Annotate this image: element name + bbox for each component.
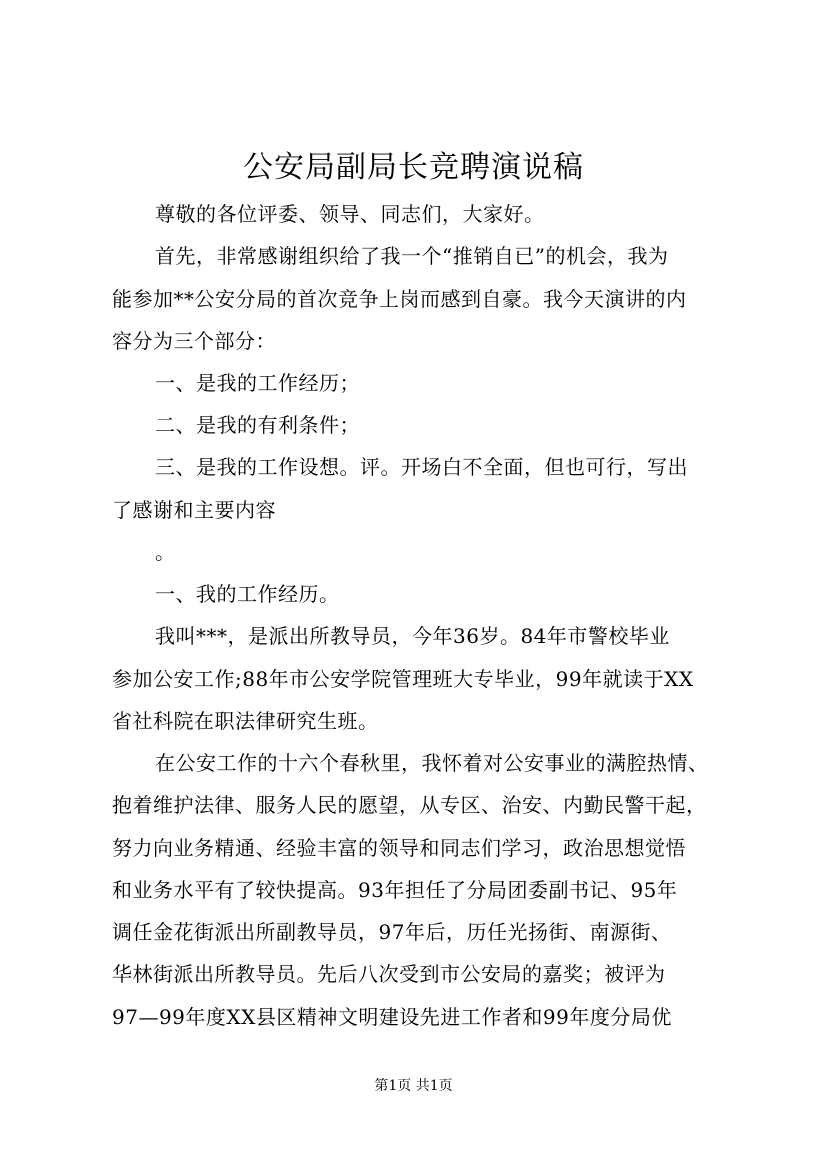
text-line: 参加公安工作;88年市公安学院管理班大专毕业，99年就读于XX: [112, 667, 694, 691]
list-item: 三、是我的工作设想。评。开场白不全面，但也可行，写出: [155, 455, 688, 479]
list-item: 一、是我的工作经历；: [155, 371, 360, 395]
text-line: 努力向业务精通、经验丰富的领导和同志们学习，政治思想觉悟: [112, 836, 686, 860]
text-line: 能参加**公安分局的首次竞争上岗而感到自豪。我今天演讲的内: [112, 287, 687, 311]
text-line: 我叫***，是派出所教导员，今年36岁。84年市警校毕业: [155, 624, 670, 648]
text-line: 在公安工作的十六个春秋里，我怀着对公安事业的满腔热情、: [155, 751, 709, 775]
text-line: 了感谢和主要内容: [112, 498, 276, 522]
list-item: 二、是我的有利条件；: [155, 413, 360, 437]
text-line: 和业务水平有了较快提高。93年担任了分局团委副书记、95年: [112, 878, 678, 902]
text-line: 容分为三个部分：: [112, 329, 276, 353]
text-line: 首先，非常感谢组织给了我一个“推销自已”的机会，我为: [155, 244, 669, 268]
text-line: 抱着维护法律、服务人民的愿望，从专区、治安、内勤民警干起，: [112, 793, 707, 817]
text-line: 调任金花街派出所副教导员，97年后，历任光扬街、南源街、: [112, 920, 672, 944]
text-line: 97—99年度XX县区精神文明建设先进工作者和99年度分局优: [112, 1005, 672, 1029]
greeting-line: 尊敬的各位评委、领导、同志们，大家好。: [155, 202, 545, 226]
text-line: 省社科院在职法律研究生班。: [112, 709, 379, 733]
document-title: 公安局副局长竞聘演说稿: [243, 150, 584, 185]
page-footer: 第1页 共1页: [374, 1078, 453, 1094]
text-line: 华林街派出所教导员。先后八次受到市公安局的嘉奖；被评为: [112, 962, 666, 986]
section-heading: 一、我的工作经历。: [155, 582, 340, 606]
text-line: 。: [155, 540, 176, 564]
